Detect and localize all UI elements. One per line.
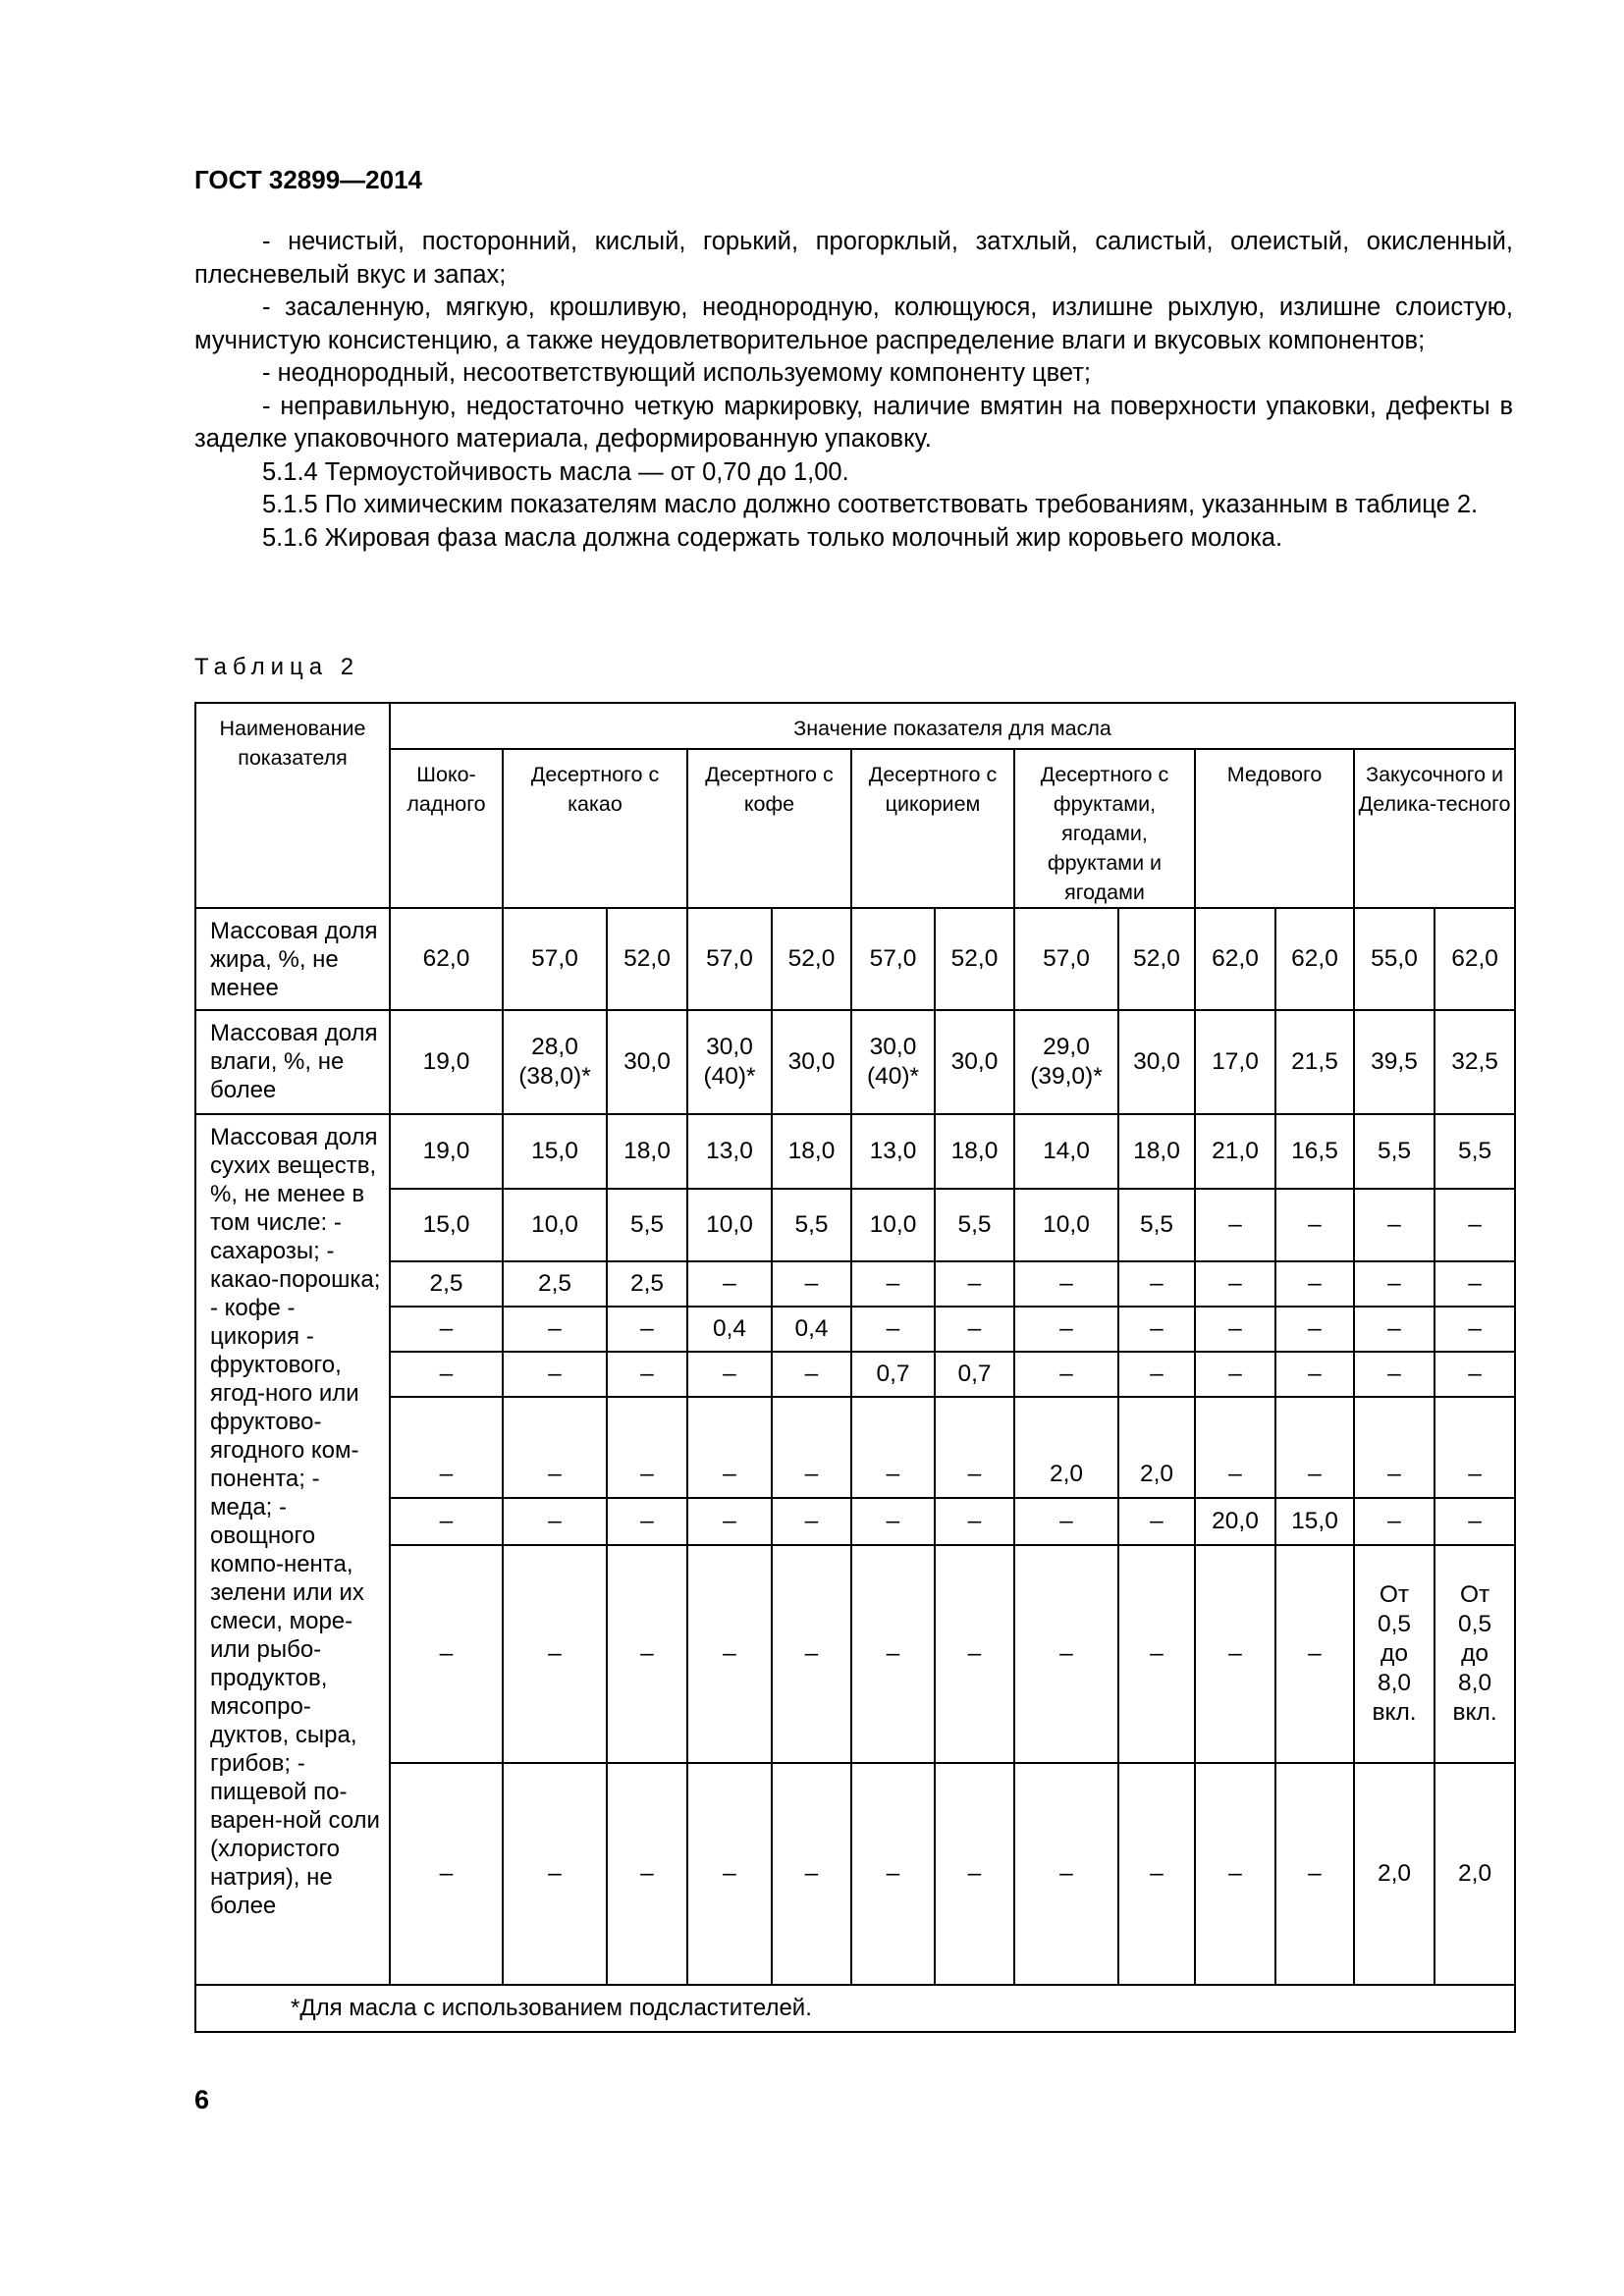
table-cell: 0,7	[851, 1352, 935, 1397]
table-cell: –	[687, 1545, 772, 1763]
table-row	[195, 1397, 1515, 1498]
table-cell: 52,0	[935, 908, 1014, 1010]
paragraph: - неоднородный, несоответствующий используемому компоненту цвет;	[262, 359, 1091, 387]
table-cell: –	[851, 1545, 935, 1763]
table-cell: 29,0 (39,0)*	[1014, 1010, 1118, 1114]
table-cell: 30,0 (40)*	[687, 1010, 772, 1114]
table-cell: –	[503, 1763, 607, 1985]
table-cell: –	[1435, 1352, 1515, 1397]
table-cell: 2,0	[1014, 1397, 1118, 1498]
table-cell: –	[1118, 1763, 1195, 1985]
paragraph: 5.1.5 По химическим показателям масло должно соответствовать требованиям, указанным в таблице 2.	[262, 491, 1479, 518]
table-cell: –	[935, 1307, 1014, 1352]
table-cell: 0,7	[935, 1352, 1014, 1397]
table-row	[195, 1498, 1515, 1545]
table-cell: –	[1435, 1261, 1515, 1307]
table-cell: 52,0	[1118, 908, 1195, 1010]
table-cell: –	[1014, 1352, 1118, 1397]
table-cell: –	[1118, 1261, 1195, 1307]
table-cell: 2,0	[1435, 1763, 1515, 1985]
group-header: Десертного с фруктами, ягодами, фруктами и ягодами	[1014, 749, 1195, 908]
table-cell: 18,0	[935, 1114, 1014, 1189]
table-cell: –	[772, 1261, 851, 1307]
table-cell: 2,5	[390, 1261, 503, 1307]
table-cell: 32,5	[1435, 1010, 1515, 1114]
table-cell: 0,4	[687, 1307, 772, 1352]
table-cell: –	[851, 1397, 935, 1498]
table-cell: 2,5	[607, 1261, 687, 1307]
table-cell: –	[390, 1397, 503, 1498]
table-cell: –	[1354, 1352, 1435, 1397]
page-number: 6	[194, 2085, 210, 2114]
table-cell: 5,5	[772, 1189, 851, 1261]
table-cell: –	[1354, 1498, 1435, 1545]
table-cell: 57,0	[687, 908, 772, 1010]
document-header: ГОСТ 32899—2014	[194, 165, 422, 194]
table-cell: –	[1014, 1261, 1118, 1307]
table-cell: –	[1275, 1189, 1354, 1261]
group-header: Десертного с цикорием	[851, 749, 1014, 908]
table-cell: –	[935, 1397, 1014, 1498]
table-cell: 62,0	[390, 908, 503, 1010]
table-row	[195, 1352, 1515, 1397]
table-cell: 52,0	[772, 908, 851, 1010]
table-row	[195, 1545, 1515, 1763]
table-cell: –	[607, 1763, 687, 1985]
table-cell: 18,0	[607, 1114, 687, 1189]
table-cell: –	[1435, 1397, 1515, 1498]
table-cell: 57,0	[1014, 908, 1118, 1010]
table-cell: –	[1354, 1397, 1435, 1498]
table-cell: –	[1014, 1498, 1118, 1545]
group-header: Медового	[1195, 749, 1354, 908]
table-cell: –	[935, 1498, 1014, 1545]
table-cell: –	[1195, 1261, 1275, 1307]
table-cell: –	[607, 1397, 687, 1498]
table-cell: 19,0	[390, 1010, 503, 1114]
table-cell: 16,5	[1275, 1114, 1354, 1189]
table-cell: –	[607, 1352, 687, 1397]
table-cell: –	[1118, 1498, 1195, 1545]
group-header: Закусочного и Делика-тесного	[1354, 749, 1515, 908]
table-cell: От 0,5 до 8,0 вкл.	[1354, 1545, 1435, 1763]
table-row	[195, 1261, 1515, 1307]
table-cell: 19,0	[390, 1114, 503, 1189]
table-cell: –	[851, 1763, 935, 1985]
row-label: Массовая доля жира, %, не менее	[195, 908, 390, 1010]
table-cell: –	[607, 1307, 687, 1352]
table-cell: 13,0	[687, 1114, 772, 1189]
table-cell: –	[772, 1763, 851, 1985]
table-cell: –	[1275, 1352, 1354, 1397]
table-cell: –	[1118, 1307, 1195, 1352]
row-label: Массовая доля влаги, %, не более	[195, 1010, 390, 1114]
table-cell: 18,0	[1118, 1114, 1195, 1189]
table-cell: –	[503, 1307, 607, 1352]
table-cell: –	[1275, 1261, 1354, 1307]
table-cell: 28,0 (38,0)*	[503, 1010, 607, 1114]
table-row	[195, 1010, 1515, 1114]
table-cell: –	[1014, 1763, 1118, 1985]
paragraph: 5.1.6 Жировая фаза масла должна содержать только молочный жир коровьего молока.	[262, 523, 1283, 552]
table-cell: –	[935, 1261, 1014, 1307]
table-cell: От 0,5 до 8,0 вкл.	[1435, 1545, 1515, 1763]
paragraph: 5.1.4 Термоустойчивость масла — от 0,70 до 1,00.	[262, 457, 849, 486]
table-cell: –	[1195, 1763, 1275, 1985]
group-header: Шоко-ладного	[390, 749, 503, 908]
table-cell: –	[1118, 1352, 1195, 1397]
table-row	[195, 1189, 1515, 1261]
table-cell: –	[851, 1498, 935, 1545]
table-cell: 30,0	[1118, 1010, 1195, 1114]
table-cell: 2,0	[1354, 1763, 1435, 1985]
table-cell: –	[1195, 1307, 1275, 1352]
table-cell: 57,0	[503, 908, 607, 1010]
group-header: Десертного с какао	[503, 749, 687, 908]
table-cell: –	[772, 1397, 851, 1498]
table-caption: Таблица 2	[194, 654, 360, 680]
paragraph: - засаленную, мягкую, крошливую, неоднородную, колющуюся, излишне рыхлую, излишне слоистую, мучнистую консистенцию, а также неудовлетворительное распределение влаги и вкусовых компонентов;	[194, 294, 1513, 354]
table-cell: –	[687, 1397, 772, 1498]
table-cell: 62,0	[1435, 908, 1515, 1010]
table-cell: –	[1435, 1498, 1515, 1545]
table-cell: 5,5	[1118, 1189, 1195, 1261]
table-cell: 5,5	[1354, 1114, 1435, 1189]
table-2	[194, 702, 1516, 2033]
table-cell: 62,0	[1275, 908, 1354, 1010]
table-cell: 39,5	[1354, 1010, 1435, 1114]
table-cell: 62,0	[1195, 908, 1275, 1010]
table-cell: –	[1435, 1189, 1515, 1261]
table-cell: –	[1275, 1397, 1354, 1498]
table-cell: –	[1195, 1545, 1275, 1763]
table-cell: –	[503, 1545, 607, 1763]
table-cell: 10,0	[851, 1189, 935, 1261]
paragraph: - нечистый, посторонний, кислый, горький, прогорклый, затхлый, салистый, олеистый, окисленный, плесневелый вкус и запах;	[194, 228, 1513, 289]
table-cell: –	[390, 1498, 503, 1545]
table-cell: 10,0	[503, 1189, 607, 1261]
table-cell: 2,5	[503, 1261, 607, 1307]
table-cell: 13,0	[851, 1114, 935, 1189]
table-cell: 30,0 (40)*	[851, 1010, 935, 1114]
table-cell: –	[1014, 1307, 1118, 1352]
table-row	[195, 1114, 1515, 1189]
table-cell: –	[1435, 1307, 1515, 1352]
table-row	[195, 1763, 1515, 1985]
table-cell: 57,0	[851, 908, 935, 1010]
table-cell: –	[1354, 1261, 1435, 1307]
table-cell: 21,5	[1275, 1010, 1354, 1114]
table-cell: –	[503, 1352, 607, 1397]
table-cell: –	[390, 1307, 503, 1352]
table-cell: –	[503, 1498, 607, 1545]
table-cell: 14,0	[1014, 1114, 1118, 1189]
table-cell: 15,0	[390, 1189, 503, 1261]
table-cell: –	[390, 1352, 503, 1397]
table-cell: 17,0	[1195, 1010, 1275, 1114]
table-footnote: *Для масла с использованием подсластителей.	[195, 1985, 1515, 2032]
table-cell: –	[687, 1498, 772, 1545]
table-cell: 30,0	[772, 1010, 851, 1114]
table-cell: –	[503, 1397, 607, 1498]
row-label: Массовая доля сухих веществ, %, не менее в том числе: - сахарозы; - какао-порошка; - кофе - цикория - фруктового, ягод-ного или фруктово-ягодного ком-понента; - меда; - овощного компо-нента, зелени или их смеси, море- или рыбо-продуктов, мясопро-дуктов, сыра, грибов; - пищевой по-варен-ной соли (хлористого натрия), не более	[195, 1114, 390, 1985]
table-cell: –	[687, 1763, 772, 1985]
table-cell: –	[1275, 1307, 1354, 1352]
table-row	[195, 908, 1515, 1010]
table-cell: –	[1195, 1189, 1275, 1261]
table-cell: –	[1195, 1397, 1275, 1498]
table-cell: –	[607, 1545, 687, 1763]
table-cell: –	[390, 1763, 503, 1985]
table-cell: –	[687, 1261, 772, 1307]
table-cell: 10,0	[1014, 1189, 1118, 1261]
table-cell: 20,0	[1195, 1498, 1275, 1545]
table-cell: 15,0	[503, 1114, 607, 1189]
table-cell: 15,0	[1275, 1498, 1354, 1545]
table-cell: 5,5	[1435, 1114, 1515, 1189]
table-cell: –	[1118, 1545, 1195, 1763]
table-row	[195, 1307, 1515, 1352]
table-cell: –	[772, 1498, 851, 1545]
body-text	[194, 226, 1513, 555]
table-cell: 2,0	[1118, 1397, 1195, 1498]
table-cell: 55,0	[1354, 908, 1435, 1010]
table-cell: 5,5	[935, 1189, 1014, 1261]
table-cell: –	[1354, 1189, 1435, 1261]
table-cell: –	[1275, 1545, 1354, 1763]
table-cell: –	[772, 1545, 851, 1763]
table-cell: 18,0	[772, 1114, 851, 1189]
table-cell: –	[687, 1352, 772, 1397]
table-cell: 10,0	[687, 1189, 772, 1261]
table-cell: –	[851, 1307, 935, 1352]
table-cell: –	[851, 1261, 935, 1307]
table-cell: 30,0	[935, 1010, 1014, 1114]
table-cell: –	[1195, 1352, 1275, 1397]
name-column-header: Наименование показателя	[195, 703, 390, 908]
table-cell: 5,5	[607, 1189, 687, 1261]
table-cell: –	[935, 1763, 1014, 1985]
table-cell: 52,0	[607, 908, 687, 1010]
value-column-header: Значение показателя для масла	[390, 703, 1515, 749]
group-header: Десертного с кофе	[687, 749, 851, 908]
table-cell: –	[390, 1545, 503, 1763]
paragraph: - неправильную, недостаточно четкую маркировку, наличие вмятин на поверхности упаковки, дефекты в заделке упаковочного материала, деформированную упаковку.	[194, 392, 1513, 453]
table-cell: –	[1014, 1545, 1118, 1763]
table-cell: –	[772, 1352, 851, 1397]
table-cell: 30,0	[607, 1010, 687, 1114]
table-cell: –	[1275, 1763, 1354, 1985]
table-cell: –	[1354, 1307, 1435, 1352]
table-cell: 21,0	[1195, 1114, 1275, 1189]
table-cell: –	[935, 1545, 1014, 1763]
table-cell: 0,4	[772, 1307, 851, 1352]
table-cell: –	[607, 1498, 687, 1545]
